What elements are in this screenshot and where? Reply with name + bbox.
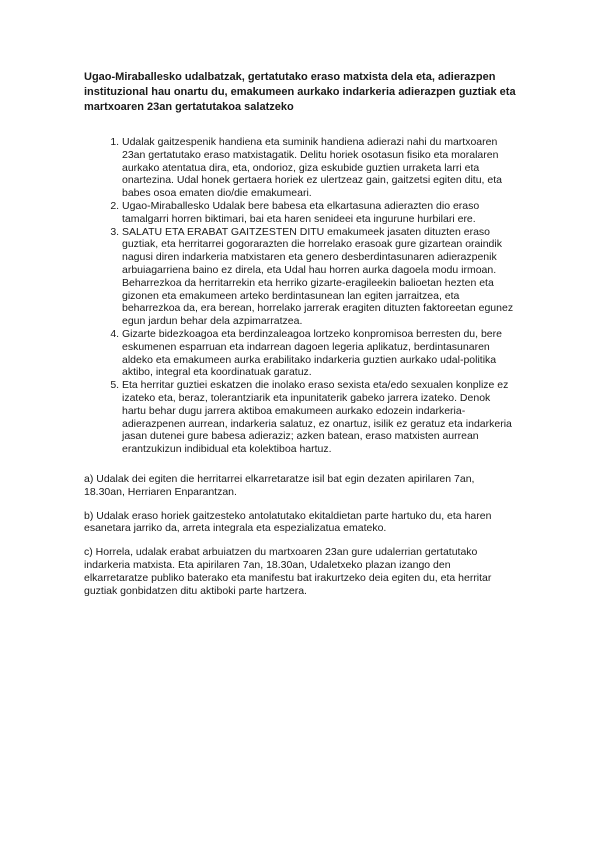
paragraph-c: c) Horrela, udalak erabat arbuiatzen du martxoaren 23an gure udalerrian gertatutako indarkeria matxista. Eta apirilaren 7an, 18.30an, Udaletxeko plazan izango den elkarretaratze publiko baterako eta manifestu bat irakurtzeko deia egiten du, eta herritar guztiak gonbidatzen ditu aktiboki parte hartzera. bbox=[84, 546, 492, 597]
resolution-list bbox=[84, 136, 517, 456]
list-item-5: 5. Eta herritar guztiei eskatzen die inolako eraso sexista eta/edo sexualen konplize ez izateko eta, beraz, tolerantziarik eta inpunitaterik gabeko jarrera izateko. Denok hartu behar dugu jarrera aktiboa emakumeen aurkako edozein indarkeria-adierazpenen aurrean, indarkeria salatuz, ez onartuz, isilik ez geratuz eta indarkeria jasan dutenei gure babesa adieraziz; azken batean, eraso matxisten aurrean erantzukizun indibidual eta kolektiboa hartuz. bbox=[122, 379, 517, 456]
closing-paragraphs bbox=[84, 473, 517, 597]
list-item-2: 2. Ugao-Miraballesko Udalak bere babesa eta elkartasuna adierazten dio eraso tamalgarri horren biktimari, bai eta haren senideei eta ingurune hurbilari ere. bbox=[122, 200, 517, 226]
document-title: Ugao-Miraballesko udalbatzak, gertatutako eraso matxista dela eta, adierazpen instituzional hau onartu du, emakumeen aurkako indarkeria adierazpen guztiak eta martxoaren 23an gertatutakoa salatzeko bbox=[84, 71, 516, 113]
paragraph-a: a) Udalak dei egiten die herritarrei elkarretaratze isil bat egin dezaten apirilaren 7an, 18.30an, Herriaren Enparantzan. bbox=[84, 472, 475, 498]
paragraph-b: b) Udalak eraso horiek gaitzesteko antolatutako ekitaldietan parte hartuko du, eta haren esanetara jarriko da, arreta integrala eta espezializatua emateko. bbox=[84, 509, 492, 535]
list-item-1: 1. Udalak gaitzespenik handiena eta suminik handiena adierazi nahi du martxoaren 23an gertatutako eraso matxistagatik. Delitu horiek osotasun fisiko eta moralaren aurkako atentatua dira, eta, ondorioz, giza eskubide guztien urraketa larri eta onartezina. Udal honek gertaera horiek ez ulertzeaz gain, gaitzetsi egiten ditu, eta babes osoa ematen dio/die emakumeari. bbox=[122, 136, 517, 200]
list-item-3: 3. SALATU ETA ERABAT GAITZESTEN DITU emakumeek jasaten dituzten eraso guztiak, eta herritarrei gogorarazten die horrelako erasoak gure gizartean oraindik nagusi diren indarkeria matxistaren eta genero desberdintasunaren adierazpenik arbuiagarriena baino ez direla, eta Udal hau horren aurka dagoela modu irmoan. Beharrezkoa da herritarrekin eta herriko gizarte-eragileekin balioetan hezten eta gizonen eta emakumeen arteko berdintasunean lan egiten jarraitzea, eta beharrezkoa da, era berean, horrelako jarrerak eragiten dituzten faktoreetan egunez egun jardun behar dela azpimarratzea. bbox=[122, 226, 517, 328]
list-item-4: 4. Gizarte bidezkoagoa eta berdinzaleagoa lortzeko konpromisoa berresten du, bere eskumenen esparruan eta indarrean dagoen legeria aplikatuz, berdintasunaren aldeko eta emakumeen aurka erabilitako indarkeria guztien aurkako udal-politika aktibo, integral eta koordinatuak garatuz. bbox=[122, 328, 517, 379]
